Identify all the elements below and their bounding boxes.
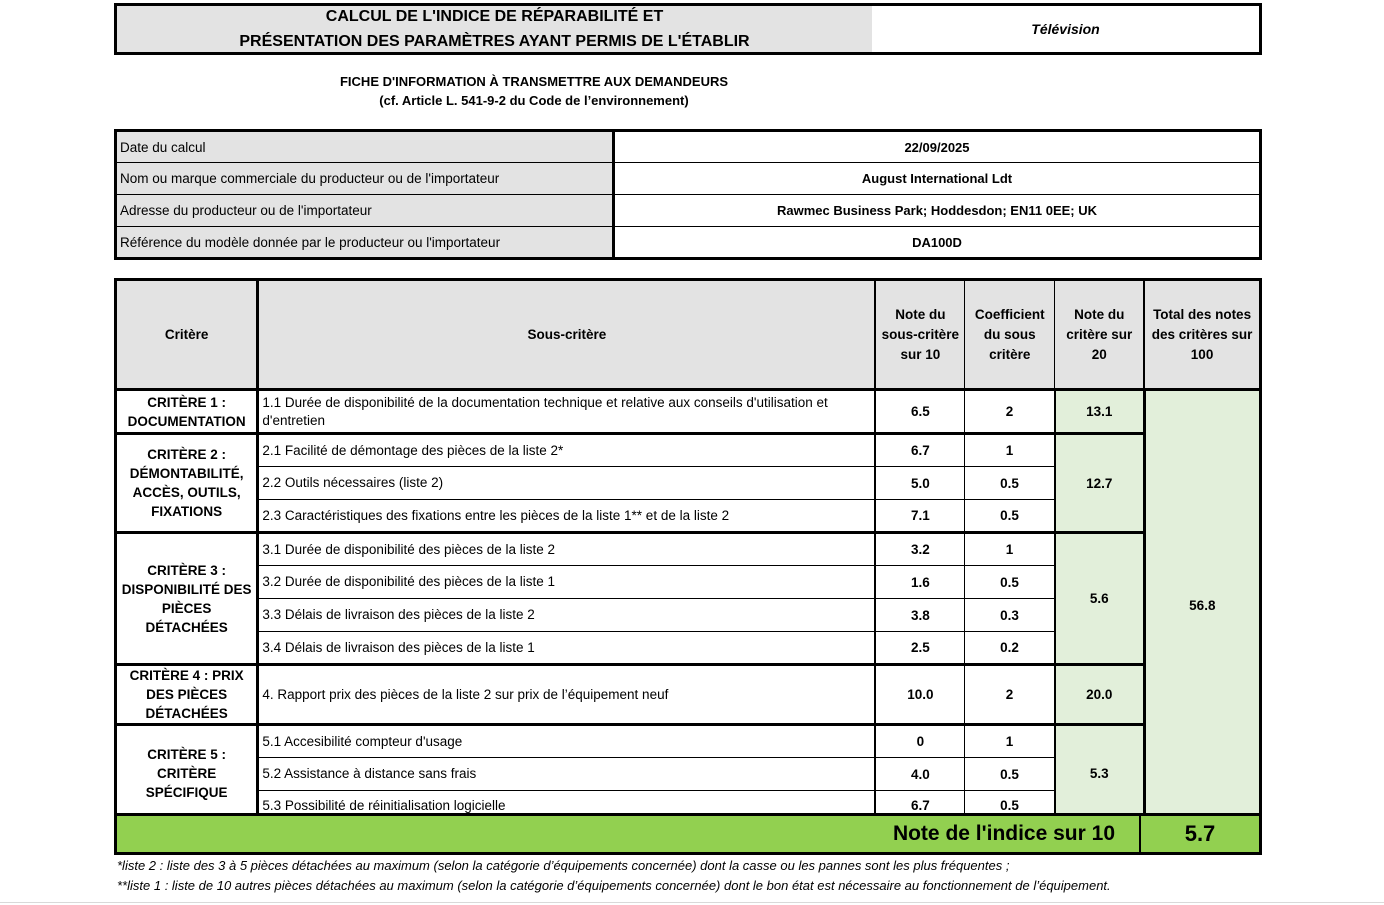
fiche-line-1: FICHE D'INFORMATION À TRANSMETTRE AUX DEMANDEURS (339, 74, 729, 89)
col-header-note-sous: Note du sous-critère sur 10 (875, 280, 964, 390)
col-header-critere: Critère (116, 280, 258, 390)
sub-criterion-coef: 0.3 (965, 599, 1055, 632)
sub-criterion-label: 2.1 Facilité de démontage des pièces de la liste 2* (258, 434, 876, 467)
sub-criterion-score: 3.8 (875, 599, 964, 632)
sub-criterion-label: 2.2 Outils nécessaires (liste 2) (258, 467, 876, 500)
info-value: DA100D (614, 227, 1261, 259)
col-header-coef: Coefficient du sous critère (965, 280, 1055, 390)
criterion-name: CRITÈRE 1 : DOCUMENTATION (116, 390, 258, 434)
sub-criterion-score: 0 (875, 725, 964, 758)
footnotes (117, 856, 1317, 896)
final-score-value: 5.7 (1184, 821, 1216, 846)
info-row-address (116, 195, 1261, 227)
info-row-model (116, 227, 1261, 259)
sub-criterion-coef: 1 (965, 533, 1055, 566)
table-row (116, 533, 1261, 566)
final-score-bar (114, 813, 1262, 855)
sub-criterion-coef: 0.5 (965, 566, 1055, 599)
info-label: Adresse du producteur ou de l'importateur (116, 195, 614, 227)
sub-criterion-label: 5.3 Possibilité de réinitialisation logicielle (258, 791, 876, 822)
sub-criterion-label: 3.3 Délais de livraison des pièces de la liste 2 (258, 599, 876, 632)
criterion-name: CRITÈRE 5 : CRITÈRE SPÉCIFIQUE (116, 725, 258, 822)
table-header-row (116, 280, 1261, 390)
sub-criterion-label: 5.2 Assistance à distance sans frais (258, 758, 876, 791)
sub-criterion-label: 5.1 Accesibilité compteur d'usage (258, 725, 876, 758)
sub-criterion-coef: 2 (965, 390, 1055, 434)
criterion-name: CRITÈRE 2 : DÉMONTABILITÉ, ACCÈS, OUTILS, FIXATIONS (116, 434, 258, 533)
criterion-name: CRITÈRE 3 : DISPONIBILITÉ DES PIÈCES DÉTACHÉES (116, 533, 258, 665)
info-row-producer (116, 163, 1261, 195)
criterion-score: 13.1 (1055, 390, 1144, 434)
sub-criterion-score: 6.7 (875, 434, 964, 467)
sub-criterion-score: 10.0 (875, 665, 964, 725)
table-row (116, 665, 1261, 725)
info-label: Nom ou marque commerciale du producteur ou de l'importateur (116, 163, 614, 195)
criterion-score: 5.6 (1055, 533, 1144, 665)
document-title: CALCUL DE L'INDICE DE RÉPARABILITÉ ET PRÉSENTATION DES PARAMÈTRES AYANT PERMIS DE L'ÉTABLIR (114, 3, 874, 55)
info-label: Référence du modèle donnée par le producteur ou l'importateur (116, 227, 614, 259)
criterion-score: 12.7 (1055, 434, 1144, 533)
sub-criterion-coef: 0.5 (965, 467, 1055, 500)
sub-criterion-score: 6.7 (875, 791, 964, 822)
criterion-score: 5.3 (1055, 725, 1144, 822)
sub-criterion-label: 3.2 Durée de disponibilité des pièces de la liste 1 (258, 566, 876, 599)
sub-criterion-coef: 0.5 (965, 500, 1055, 533)
sub-criterion-coef: 2 (965, 665, 1055, 725)
sub-criterion-coef: 1 (965, 434, 1055, 467)
info-row-date (116, 131, 1261, 163)
divider (0, 902, 1384, 903)
fiche-heading (114, 72, 964, 110)
sub-criterion-score: 7.1 (875, 500, 964, 533)
info-value: 22/09/2025 (614, 131, 1261, 163)
total-score: 56.8 (1144, 390, 1260, 822)
sub-criterion-label: 3.4 Délais de livraison des pièces de la liste 1 (258, 632, 876, 665)
table-row (116, 434, 1261, 467)
product-category: Télévision (872, 3, 1262, 55)
table-row (116, 725, 1261, 758)
score-table (114, 278, 1262, 823)
info-table (114, 129, 1262, 260)
sub-criterion-label: 2.3 Caractéristiques des fixations entre les pièces de la liste 1** et de la liste 2 (258, 500, 876, 533)
sub-criterion-score: 3.2 (875, 533, 964, 566)
col-header-note-critere: Note du critère sur 20 (1055, 280, 1144, 390)
sub-criterion-coef: 0.5 (965, 791, 1055, 822)
footnote-liste-1: **liste 1 : liste de 10 autres pièces détachées au maximum (selon la catégorie d’équipements concernée) dont le bon état est nécessaire au fonctionnement de l’équipement. (117, 878, 1111, 893)
sub-criterion-score: 4.0 (875, 758, 964, 791)
fiche-line-2: (cf. Article L. 541-9-2 du Code de l’environnement) (379, 93, 689, 108)
table-row (116, 390, 1261, 434)
sub-criterion-label: 4. Rapport prix des pièces de la liste 2 sur prix de l’équipement neuf (258, 665, 876, 725)
sub-criterion-coef: 0.5 (965, 758, 1055, 791)
criterion-score: 20.0 (1055, 665, 1144, 725)
info-value: Rawmec Business Park; Hoddesdon; EN11 0EE; UK (614, 195, 1261, 227)
criterion-name: CRITÈRE 4 : PRIX DES PIÈCES DÉTACHÉES (116, 665, 258, 725)
sub-criterion-score: 6.5 (875, 390, 964, 434)
final-score-label: Note de l'indice sur 10 (117, 816, 1141, 852)
sub-criterion-label: 1.1 Durée de disponibilité de la documentation technique et relative aux conseils d'utilisation et d'entretien (258, 390, 876, 434)
footnote-liste-2: *liste 2 : liste des 3 à 5 pièces détachées au maximum (selon la catégorie d’équipements concernée) dont la casse ou les pannes sont les plus fréquentes ; (117, 858, 1010, 873)
info-label: Date du calcul (116, 131, 614, 163)
sub-criterion-label: 3.1 Durée de disponibilité des pièces de la liste 2 (258, 533, 876, 566)
col-header-sous-critere: Sous-critère (258, 280, 876, 390)
sub-criterion-score: 5.0 (875, 467, 964, 500)
sub-criterion-coef: 1 (965, 725, 1055, 758)
sub-criterion-coef: 0.2 (965, 632, 1055, 665)
sub-criterion-score: 1.6 (875, 566, 964, 599)
info-value: August International Ldt (614, 163, 1261, 195)
col-header-total: Total des notes des critères sur 100 (1144, 280, 1260, 390)
sub-criterion-score: 2.5 (875, 632, 964, 665)
